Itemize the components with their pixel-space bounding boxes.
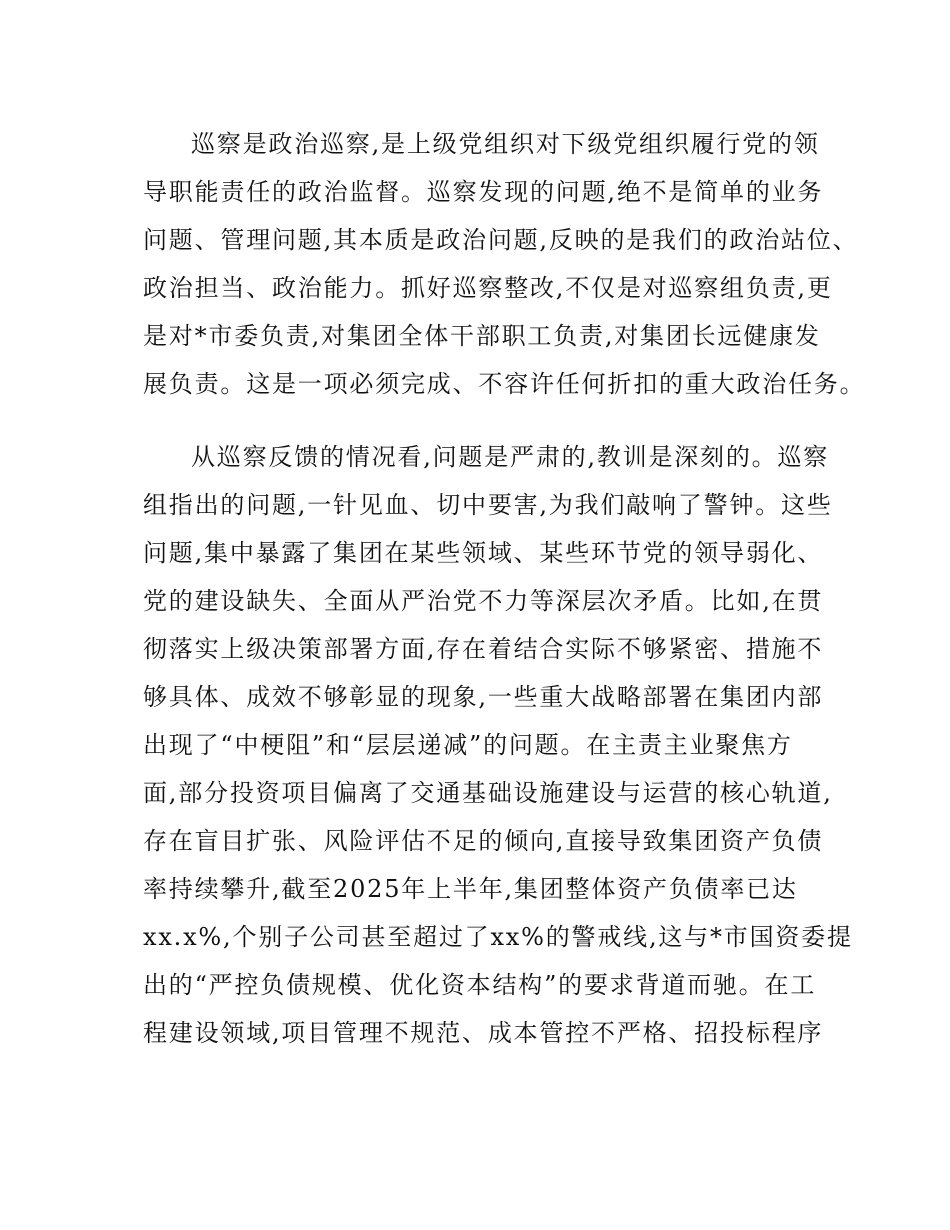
text-line: 问题,集中暴露了集团在某些领域、某些环节党的领导弱化、 — [143, 539, 824, 567]
text-line: 存在盲目扩张、风险评估不足的倾向,直接导致集团资产负债 — [143, 827, 824, 855]
text-line: 够具体、成效不够彰显的现象,一些重大战略部署在集团内部 — [143, 683, 824, 711]
text-line: 出的“严控负债规模、优化资本结构”的要求背道而驰。在工 — [143, 971, 817, 999]
text-line: 导职能责任的政治监督。巡察发现的问题,绝不是简单的业务 — [143, 178, 824, 206]
text-line: 程建设领域,项目管理不规范、成本管控不严格、招投标程序 — [143, 1019, 824, 1047]
text-line: 政治担当、政治能力。抓好巡察整改,不仅是对巡察组负责,更 — [143, 274, 833, 302]
text-line: xx.x%,个别子公司甚至超过了xx%的警戒线,这与*市国资委提 — [143, 923, 853, 951]
text-line: 彻落实上级决策部署方面,存在着结合实际不够紧密、措施不 — [143, 635, 824, 663]
text-line: 组指出的问题,一针见血、切中要害,为我们敲响了警钟。这些 — [143, 491, 833, 519]
text-line: 从巡察反馈的情况看,问题是严肃的,教训是深刻的。巡察 — [191, 443, 830, 471]
text-line: 巡察是政治巡察,是上级党组织对下级党组织履行党的领 — [191, 130, 820, 158]
text-line: 展负责。这是一项必须完成、不容许任何折扣的重大政治任务。 — [143, 370, 866, 398]
text-line: 是对*市委负责,对集团全体干部职工负责,对集团长远健康发 — [143, 322, 821, 350]
text-line: 面,部分投资项目偏离了交通基础设施建设与运营的核心轨道, — [143, 779, 833, 807]
text-line: 率持续攀升,截至2025年上半年,集团整体资产负债率已达 — [143, 875, 798, 903]
text-line: 出现了“中梗阻”和“层层递减”的问题。在主责主业聚焦方 — [143, 731, 793, 759]
text-line: 问题、管理问题,其本质是政治问题,反映的是我们的政治站位、 — [143, 226, 859, 254]
text-line: 党的建设缺失、全面从严治党不力等深层次矛盾。比如,在贯 — [143, 587, 824, 615]
